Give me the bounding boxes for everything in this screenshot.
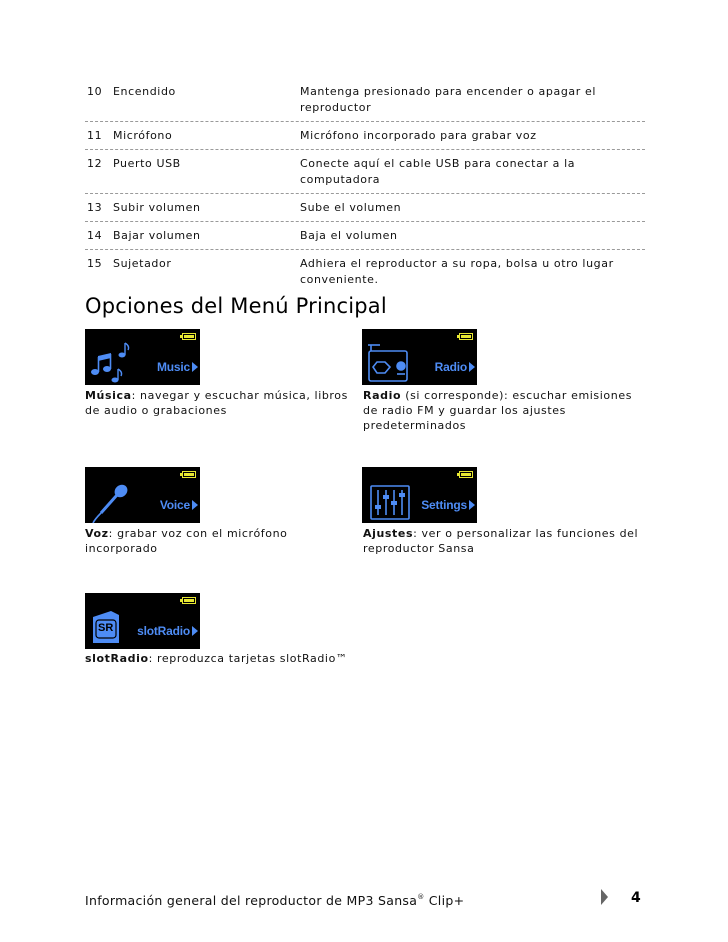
voice-caption: Voz: grabar voz con el micrófono incorporado [85,527,288,555]
section-title: Opciones del Menú Principal [85,294,387,318]
screen-label-voice: Voice [159,498,190,512]
row-control-name: Puerto USB [113,157,181,170]
battery-icon [459,333,473,340]
slotradio-logo-text: SR [98,622,114,634]
battery-icon [182,471,196,478]
music-screen [85,329,200,385]
right-arrow-icon [469,500,475,510]
music-caption: Música: navegar y escuchar música, libros de audio o grabaciones [85,389,348,417]
table-row [85,78,645,122]
table-row [85,122,645,150]
row-control-name: Micrófono [113,129,173,142]
table-row [85,194,645,222]
term-settings: Ajustes [363,527,414,540]
right-arrow-icon [192,500,198,510]
row-control-name: Encendido [113,85,176,98]
row-description: Baja el volumen [300,229,398,242]
voice-screen [85,467,200,523]
row-description: Mantenga presionado para encender o apagar el reproductor [300,85,596,114]
row-description: Adhiera el reproductor a su ropa, bolsa u otro lugar conveniente. [300,257,614,286]
term-voice: Voz [85,527,109,540]
term-radio: Radio [363,389,402,402]
page-number: 4 [631,890,641,906]
row-description: Sube el volumen [300,201,402,214]
battery-icon [459,471,473,478]
row-number: 10 [87,85,103,98]
right-arrow-icon [469,362,475,372]
radio-caption: Radio (si corresponde): escuchar emisiones de radio FM y guardar los ajustes predeterminados [363,389,633,432]
right-arrow-icon [192,362,198,372]
row-control-name: Bajar volumen [113,229,201,242]
row-number: 11 [87,129,103,142]
radio-screen [362,329,477,385]
screen-label-settings: Settings [421,498,467,512]
battery-icon [182,597,196,604]
term-music: Música [85,389,132,402]
right-arrow-icon [192,626,198,636]
row-number: 15 [87,257,103,270]
term-slotradio: slotRadio [85,652,149,665]
table-row [85,150,645,194]
row-control-name: Subir volumen [113,201,201,214]
row-description: Conecte aquí el cable USB para conectar a la computadora [300,157,576,186]
battery-icon [182,333,196,340]
next-arrow-icon [601,889,608,905]
table-row [85,250,645,293]
row-number: 13 [87,201,103,214]
table-row [85,222,645,250]
row-number: 14 [87,229,103,242]
settings-caption: Ajustes: ver o personalizar las funciones del reproductor Sansa [363,527,639,555]
row-number: 12 [87,157,103,170]
screen-label-slotradio: slotRadio [137,624,190,638]
screen-label-radio: Radio [434,360,467,374]
footer-title: Información general del reproductor de MP3 Sansa® Clip+ [85,893,465,908]
screen-label-music: Music [156,360,190,374]
controls-table [85,78,645,293]
slotradio-screen [85,593,200,649]
slotradio-caption: slotRadio: reproduzca tarjetas slotRadio™ [85,652,348,665]
row-control-name: Sujetador [113,257,172,270]
row-description: Micrófono incorporado para grabar voz [300,129,537,142]
settings-screen [362,467,477,523]
